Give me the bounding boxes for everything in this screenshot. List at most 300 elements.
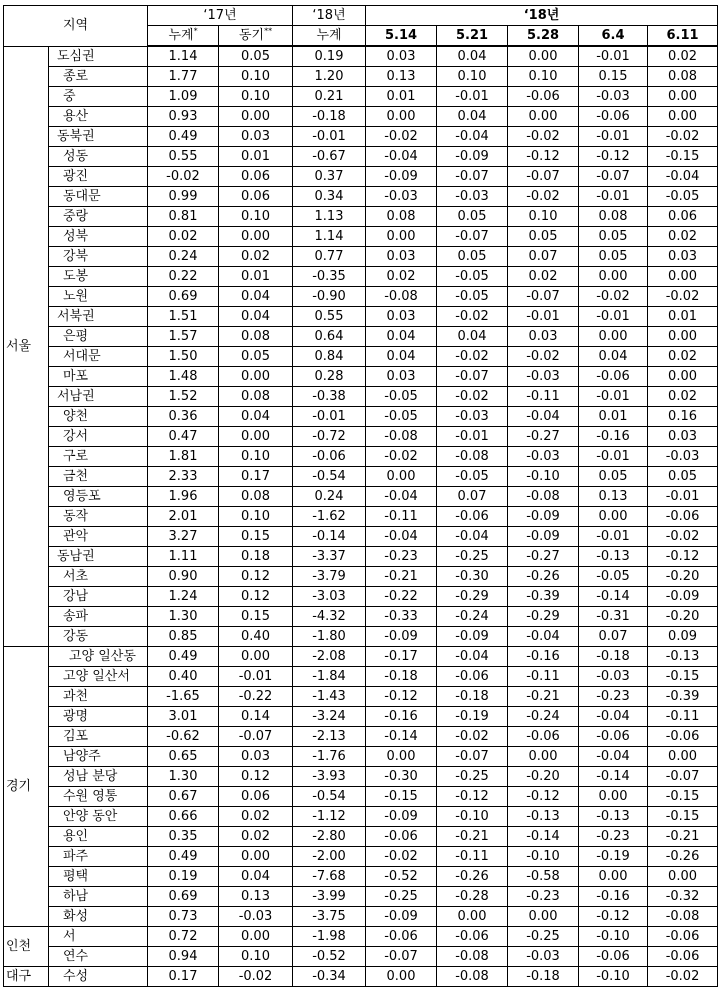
value-cell: 0.13 xyxy=(579,487,648,507)
value-cell: -0.06 xyxy=(648,727,718,747)
table-row xyxy=(4,327,718,347)
value-cell: 0.35 xyxy=(148,827,219,847)
value-cell: 0.49 xyxy=(148,847,219,867)
value-cell: 0.00 xyxy=(219,107,293,127)
price-change-table xyxy=(3,5,718,987)
value-cell: -0.10 xyxy=(508,467,579,487)
table-row xyxy=(4,167,718,187)
value-cell: -1.98 xyxy=(293,927,366,947)
table-row xyxy=(4,947,718,967)
subregion-cell xyxy=(49,887,148,907)
subregion-cell xyxy=(49,247,148,267)
value-cell: 0.04 xyxy=(219,287,293,307)
table-row xyxy=(4,107,718,127)
subregion-cell xyxy=(49,627,148,647)
value-cell: -1.62 xyxy=(293,507,366,527)
value-cell: -0.15 xyxy=(648,807,718,827)
value-cell: 0.02 xyxy=(648,227,718,247)
subregion-name: 안양 동안 xyxy=(63,809,118,824)
value-cell: -0.23 xyxy=(579,827,648,847)
value-cell: 0.01 xyxy=(219,147,293,167)
value-cell: 0.06 xyxy=(219,167,293,187)
value-cell: -0.03 xyxy=(437,187,508,207)
value-cell: -0.04 xyxy=(366,147,437,167)
value-cell: -0.05 xyxy=(437,267,508,287)
value-cell: 0.15 xyxy=(579,67,648,87)
value-cell: 0.15 xyxy=(219,607,293,627)
value-cell: -0.15 xyxy=(648,667,718,687)
subregion-cell xyxy=(49,947,148,967)
subregion-name: 화성 xyxy=(63,909,89,924)
value-cell: 0.00 xyxy=(648,867,718,887)
value-cell: -3.93 xyxy=(293,767,366,787)
subregion-cell xyxy=(49,427,148,447)
subregion-cell xyxy=(49,567,148,587)
subregion-cell xyxy=(49,547,148,567)
subregion-cell xyxy=(49,807,148,827)
value-cell: 0.01 xyxy=(366,87,437,107)
value-cell: 0.66 xyxy=(148,807,219,827)
value-cell: -2.13 xyxy=(293,727,366,747)
value-cell: 0.00 xyxy=(219,927,293,947)
value-cell: -0.04 xyxy=(437,527,508,547)
value-cell: -0.12 xyxy=(508,147,579,167)
value-cell: -0.01 xyxy=(579,46,648,67)
subregion-cell xyxy=(49,107,148,127)
value-cell: -0.14 xyxy=(366,727,437,747)
subregion-name: 서초 xyxy=(63,569,89,584)
value-cell: 0.00 xyxy=(648,87,718,107)
value-cell: -0.09 xyxy=(366,807,437,827)
value-cell: 0.40 xyxy=(219,627,293,647)
value-cell: -0.13 xyxy=(648,647,718,667)
value-cell: 1.13 xyxy=(293,207,366,227)
value-cell: -2.00 xyxy=(293,847,366,867)
value-cell: -0.01 xyxy=(293,407,366,427)
value-cell: 3.01 xyxy=(148,707,219,727)
value-cell: 0.00 xyxy=(508,46,579,67)
value-cell: -0.02 xyxy=(366,847,437,867)
subregion-name: 중랑 xyxy=(63,209,89,224)
subregion-name: 은평 xyxy=(63,329,89,344)
subregion-cell xyxy=(49,327,148,347)
value-cell: -0.20 xyxy=(648,567,718,587)
value-cell: -0.07 xyxy=(437,167,508,187)
table-row xyxy=(4,227,718,247)
subregion-cell xyxy=(49,167,148,187)
value-cell: -3.37 xyxy=(293,547,366,567)
value-cell: -0.12 xyxy=(366,687,437,707)
table-row xyxy=(4,867,718,887)
value-cell: -0.08 xyxy=(508,487,579,507)
value-cell: -0.02 xyxy=(648,127,718,147)
subregion-cell xyxy=(49,927,148,947)
table-row xyxy=(4,387,718,407)
subregion-cell xyxy=(49,527,148,547)
yoy17-label: 동기 xyxy=(238,28,265,43)
value-cell: 0.02 xyxy=(508,267,579,287)
table-row xyxy=(4,567,718,587)
year18-weekly-header: ‘18년 xyxy=(366,6,718,26)
value-cell: -0.12 xyxy=(648,547,718,567)
subregion-name: 동작 xyxy=(63,509,89,524)
value-cell: 0.05 xyxy=(648,467,718,487)
subregion-name: 동대문 xyxy=(63,189,101,204)
value-cell: 0.04 xyxy=(219,867,293,887)
subregion-cell xyxy=(49,187,148,207)
value-cell: 0.01 xyxy=(648,307,718,327)
value-cell: 0.00 xyxy=(648,747,718,767)
value-cell: -0.21 xyxy=(648,827,718,847)
value-cell: -0.16 xyxy=(579,427,648,447)
value-cell: -0.27 xyxy=(508,547,579,567)
value-cell: 1.77 xyxy=(148,67,219,87)
value-cell: 0.02 xyxy=(366,267,437,287)
subregion-name: 남양주 xyxy=(63,749,101,764)
value-cell: 0.04 xyxy=(437,327,508,347)
value-cell: 0.08 xyxy=(219,327,293,347)
value-cell: 0.67 xyxy=(148,787,219,807)
value-cell: -0.05 xyxy=(579,567,648,587)
subregion-name: 양천 xyxy=(63,409,89,424)
value-cell: 0.10 xyxy=(508,67,579,87)
value-cell: 1.24 xyxy=(148,587,219,607)
value-cell: -0.30 xyxy=(366,767,437,787)
value-cell: -0.09 xyxy=(437,627,508,647)
table-row xyxy=(4,307,718,327)
subregion-name: 김포 xyxy=(63,729,89,744)
table-row xyxy=(4,247,718,267)
subregion-name: 평택 xyxy=(63,869,89,884)
value-cell: -0.06 xyxy=(648,947,718,967)
value-cell: 0.00 xyxy=(579,787,648,807)
value-cell: 0.05 xyxy=(579,227,648,247)
value-cell: -0.14 xyxy=(293,527,366,547)
value-cell: 0.03 xyxy=(366,307,437,327)
value-cell: -0.16 xyxy=(579,887,648,907)
value-cell: -0.04 xyxy=(366,487,437,507)
value-cell: -3.24 xyxy=(293,707,366,727)
subregion-name: 용인 xyxy=(63,829,89,844)
value-cell: -0.03 xyxy=(366,187,437,207)
table-row xyxy=(4,207,718,227)
value-cell: -0.39 xyxy=(508,587,579,607)
value-cell: 0.10 xyxy=(219,507,293,527)
value-cell: -0.10 xyxy=(579,927,648,947)
value-cell: 0.19 xyxy=(148,867,219,887)
subregion-cell xyxy=(49,287,148,307)
value-cell: 1.51 xyxy=(148,307,219,327)
value-cell: -0.07 xyxy=(648,767,718,787)
value-cell: 0.02 xyxy=(219,827,293,847)
value-cell: 0.09 xyxy=(648,627,718,647)
value-cell: 0.10 xyxy=(219,67,293,87)
value-cell: -0.11 xyxy=(508,667,579,687)
value-cell: -0.02 xyxy=(219,967,293,987)
value-cell: 0.65 xyxy=(148,747,219,767)
subregion-cell xyxy=(49,147,148,167)
value-cell: -0.02 xyxy=(648,287,718,307)
value-cell: -0.17 xyxy=(366,647,437,667)
value-cell: -0.03 xyxy=(508,947,579,967)
value-cell: -0.10 xyxy=(437,807,508,827)
table-row xyxy=(4,87,718,107)
value-cell: 0.03 xyxy=(366,46,437,67)
value-cell: -0.54 xyxy=(293,467,366,487)
subregion-name: 성북 xyxy=(63,229,89,244)
subregion-cell xyxy=(49,267,148,287)
value-cell: 0.04 xyxy=(219,407,293,427)
value-cell: -3.03 xyxy=(293,587,366,607)
subregion-cell xyxy=(49,907,148,927)
subregion-name: 용산 xyxy=(63,109,89,124)
table-row xyxy=(4,547,718,567)
value-cell: 0.06 xyxy=(219,187,293,207)
value-cell: 0.05 xyxy=(579,467,648,487)
value-cell: -0.19 xyxy=(437,707,508,727)
value-cell: -0.52 xyxy=(293,947,366,967)
value-cell: -0.16 xyxy=(508,647,579,667)
table-row xyxy=(4,747,718,767)
value-cell: -0.11 xyxy=(648,707,718,727)
value-cell: -0.01 xyxy=(508,307,579,327)
value-cell: -0.01 xyxy=(579,387,648,407)
value-cell: -0.27 xyxy=(508,427,579,447)
table-row xyxy=(4,187,718,207)
table-row xyxy=(4,647,718,667)
value-cell: -0.26 xyxy=(508,567,579,587)
subregion-cell xyxy=(49,127,148,147)
table-body xyxy=(4,46,718,987)
value-cell: 0.99 xyxy=(148,187,219,207)
value-cell: -0.62 xyxy=(148,727,219,747)
subregion-cell xyxy=(49,607,148,627)
value-cell: 0.02 xyxy=(219,807,293,827)
value-cell: 0.00 xyxy=(579,267,648,287)
value-cell: -0.03 xyxy=(219,907,293,927)
value-cell: -0.01 xyxy=(437,87,508,107)
table-row xyxy=(4,627,718,647)
value-cell: -0.02 xyxy=(648,527,718,547)
value-cell: -0.05 xyxy=(437,287,508,307)
value-cell: -0.13 xyxy=(508,807,579,827)
table-row xyxy=(4,67,718,87)
value-cell: 0.19 xyxy=(293,46,366,67)
value-cell: -0.06 xyxy=(437,667,508,687)
value-cell: 0.03 xyxy=(366,247,437,267)
value-cell: -0.08 xyxy=(648,907,718,927)
value-cell: -0.18 xyxy=(437,687,508,707)
value-cell: -0.14 xyxy=(579,587,648,607)
subregion-cell xyxy=(49,367,148,387)
value-cell: -1.80 xyxy=(293,627,366,647)
value-cell: -0.07 xyxy=(437,227,508,247)
subregion-name: 수원 영통 xyxy=(63,789,118,804)
value-cell: 0.81 xyxy=(148,207,219,227)
region-group-label: 대구 xyxy=(4,967,49,987)
value-cell: -0.08 xyxy=(437,947,508,967)
value-cell: -0.24 xyxy=(508,707,579,727)
subregion-name: 강서 xyxy=(63,429,89,444)
value-cell: 0.04 xyxy=(366,347,437,367)
value-cell: -0.24 xyxy=(437,607,508,627)
subregion-name: 고양 일산동 xyxy=(69,649,136,664)
value-cell: 0.05 xyxy=(219,46,293,67)
value-cell: -1.43 xyxy=(293,687,366,707)
value-cell: -0.31 xyxy=(579,607,648,627)
value-cell: 0.02 xyxy=(148,227,219,247)
value-cell: 0.28 xyxy=(293,367,366,387)
value-cell: 1.20 xyxy=(293,67,366,87)
subregion-cell xyxy=(49,487,148,507)
value-cell: -0.52 xyxy=(366,867,437,887)
value-cell: 1.57 xyxy=(148,327,219,347)
value-cell: 0.84 xyxy=(293,347,366,367)
value-cell: 0.13 xyxy=(366,67,437,87)
value-cell: 1.30 xyxy=(148,767,219,787)
value-cell: 0.34 xyxy=(293,187,366,207)
value-cell: -0.18 xyxy=(366,667,437,687)
table-row xyxy=(4,347,718,367)
value-cell: 0.04 xyxy=(437,46,508,67)
value-cell: -0.09 xyxy=(508,507,579,527)
value-cell: 0.36 xyxy=(148,407,219,427)
value-cell: 0.05 xyxy=(437,247,508,267)
value-cell: -0.03 xyxy=(579,87,648,107)
region-header: 지역 xyxy=(4,6,148,47)
value-cell: -0.07 xyxy=(508,167,579,187)
value-cell: -0.15 xyxy=(366,787,437,807)
value-cell: 0.07 xyxy=(579,627,648,647)
value-cell: -0.03 xyxy=(648,447,718,467)
value-cell: -0.04 xyxy=(508,627,579,647)
value-cell: -0.21 xyxy=(508,687,579,707)
value-cell: -0.04 xyxy=(437,647,508,667)
subregion-cell xyxy=(49,827,148,847)
value-cell: -0.06 xyxy=(648,507,718,527)
value-cell: -0.09 xyxy=(648,587,718,607)
value-cell: -0.07 xyxy=(508,287,579,307)
subregion-name: 관악 xyxy=(63,529,89,544)
value-cell: -0.01 xyxy=(293,127,366,147)
value-cell: -0.07 xyxy=(437,367,508,387)
value-cell: -0.01 xyxy=(579,127,648,147)
value-cell: -0.02 xyxy=(579,287,648,307)
value-cell: -0.09 xyxy=(508,527,579,547)
subregion-cell xyxy=(49,46,148,67)
value-cell: 0.00 xyxy=(366,967,437,987)
value-cell: -0.05 xyxy=(437,467,508,487)
value-cell: -0.21 xyxy=(437,827,508,847)
value-cell: 0.14 xyxy=(219,707,293,727)
value-cell: -0.09 xyxy=(366,627,437,647)
value-cell: 0.04 xyxy=(579,347,648,367)
table-row xyxy=(4,147,718,167)
value-cell: -0.02 xyxy=(148,167,219,187)
value-cell: 0.08 xyxy=(366,207,437,227)
subregion-cell xyxy=(49,387,148,407)
cum18-header: 누계 xyxy=(293,26,366,47)
value-cell: 0.93 xyxy=(148,107,219,127)
value-cell: -0.16 xyxy=(366,707,437,727)
subregion-cell xyxy=(49,787,148,807)
subregion-name: 고양 일산서 xyxy=(63,669,130,684)
value-cell: -0.18 xyxy=(508,967,579,987)
value-cell: -0.72 xyxy=(293,427,366,447)
subregion-name: 영등포 xyxy=(63,489,101,504)
table-row xyxy=(4,287,718,307)
value-cell: -0.02 xyxy=(648,967,718,987)
subregion-cell xyxy=(49,447,148,467)
value-cell: 0.02 xyxy=(648,387,718,407)
value-cell: 0.03 xyxy=(366,367,437,387)
table-row xyxy=(4,507,718,527)
value-cell: -0.03 xyxy=(579,667,648,687)
value-cell: -0.29 xyxy=(508,607,579,627)
value-cell: -0.08 xyxy=(437,967,508,987)
value-cell: 0.00 xyxy=(219,847,293,867)
value-cell: 0.06 xyxy=(219,787,293,807)
subregion-name: 하남 xyxy=(63,889,89,904)
value-cell: -0.26 xyxy=(648,847,718,867)
value-cell: 0.69 xyxy=(148,287,219,307)
subregion-cell xyxy=(49,587,148,607)
value-cell: 1.48 xyxy=(148,367,219,387)
value-cell: -0.35 xyxy=(293,267,366,287)
value-cell: -0.08 xyxy=(366,427,437,447)
subregion-name: 강북 xyxy=(63,249,89,264)
value-cell: -0.29 xyxy=(437,587,508,607)
table-row xyxy=(4,607,718,627)
value-cell: -0.01 xyxy=(219,667,293,687)
value-cell: -7.68 xyxy=(293,867,366,887)
value-cell: 0.00 xyxy=(219,427,293,447)
value-cell: -0.34 xyxy=(293,967,366,987)
subregion-name: 광명 xyxy=(63,709,89,724)
value-cell: 0.00 xyxy=(579,507,648,527)
table-row xyxy=(4,767,718,787)
value-cell: 0.00 xyxy=(648,107,718,127)
value-cell: 0.12 xyxy=(219,567,293,587)
value-cell: 0.49 xyxy=(148,647,219,667)
value-cell: -0.07 xyxy=(219,727,293,747)
value-cell: 0.02 xyxy=(219,247,293,267)
table-row xyxy=(4,367,718,387)
subregion-cell xyxy=(49,67,148,87)
value-cell: -0.02 xyxy=(437,727,508,747)
subregion-name: 서 xyxy=(63,929,76,944)
value-cell: 1.09 xyxy=(148,87,219,107)
value-cell: -0.04 xyxy=(437,127,508,147)
value-cell: 1.14 xyxy=(293,227,366,247)
subregion-cell xyxy=(49,407,148,427)
subregion-cell xyxy=(49,867,148,887)
table-header xyxy=(4,6,718,47)
subregion-cell xyxy=(49,747,148,767)
value-cell: -0.07 xyxy=(579,167,648,187)
value-cell: -0.08 xyxy=(366,287,437,307)
subregion-name: 강남 xyxy=(63,589,89,604)
value-cell: 0.24 xyxy=(293,487,366,507)
region-group-label: 인천 xyxy=(4,927,49,967)
subregion-name: 동남권 xyxy=(57,549,95,564)
value-cell: 0.64 xyxy=(293,327,366,347)
value-cell: -0.18 xyxy=(293,107,366,127)
value-cell: -0.05 xyxy=(366,387,437,407)
value-cell: -0.25 xyxy=(437,547,508,567)
value-cell: -1.76 xyxy=(293,747,366,767)
value-cell: -0.54 xyxy=(293,787,366,807)
